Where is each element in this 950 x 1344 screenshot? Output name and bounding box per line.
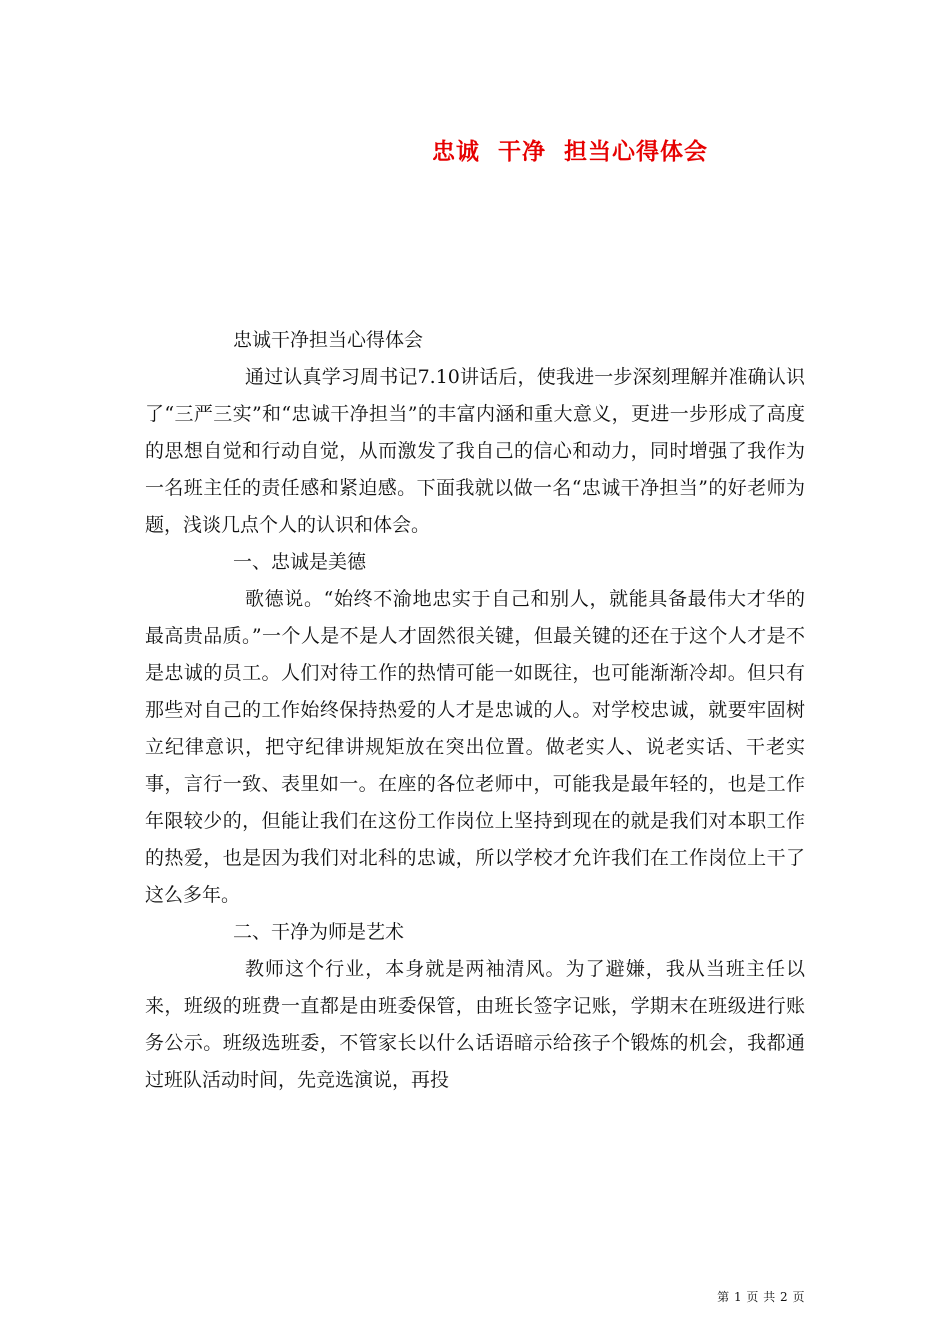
subtitle-paragraph: 忠诚干净担当心得体会 — [233, 329, 424, 351]
page-footer: 第 1 页 共 2 页 — [717, 1290, 805, 1304]
section-heading: 二、干净为师是艺术 — [233, 921, 405, 943]
section-heading: 一、忠诚是美德 — [233, 551, 367, 573]
document-title: 忠诚 干净 担当心得体会 — [431, 138, 709, 165]
body-paragraph: 教师这个行业，本身就是两袖清风。为了避嫌，我从当班主任以来，班级的班费一直都是由班委保管，由班长签字记账，学期末在班级进行账务公示。班级选班委，不管家长以什么话语暗示给孩子个锻炼的机会，我都通过班队活动时间，先竞选演说，再投 — [145, 958, 805, 1091]
body-paragraph: 通过认真学习周书记7.10讲话后，使我进一步深刻理解并准确认识了“三严三实”和“忠诚干净担当”的丰富内涵和重大意义，更进一步形成了高度的思想自觉和行动自觉，从而激发了我自己的信心和动力，同时增强了我作为一名班主任的责任感和紧迫感。下面我就以做一名“忠诚干净担当”的好老师为题，浅谈几点个人的认识和体会。 — [145, 366, 805, 536]
body-paragraph: 歌德说。“始终不渝地忠实于自己和别人，就能具备最伟大才华的最高贵品质。”一个人是不是人才固然很关键，但最关键的还在于这个人才是不是忠诚的员工。人们对待工作的热情可能一如既往，也可能渐渐冷却。但只有那些对自己的工作始终保持热爱的人才是忠诚的人。对学校忠诚，就要牢固树立纪律意识，把守纪律讲规矩放在突出位置。做老实人、说老实话、干老实事，言行一致、表里如一。在座的各位老师中，可能我是最年轻的，也是工作年限较少的，但能让我们在这份工作岗位上坚持到现在的就是我们对本职工作的热爱，也是因为我们对北科的忠诚，所以学校才允许我们在工作岗位上干了这么多年。 — [145, 588, 805, 906]
document-body — [145, 322, 805, 1099]
